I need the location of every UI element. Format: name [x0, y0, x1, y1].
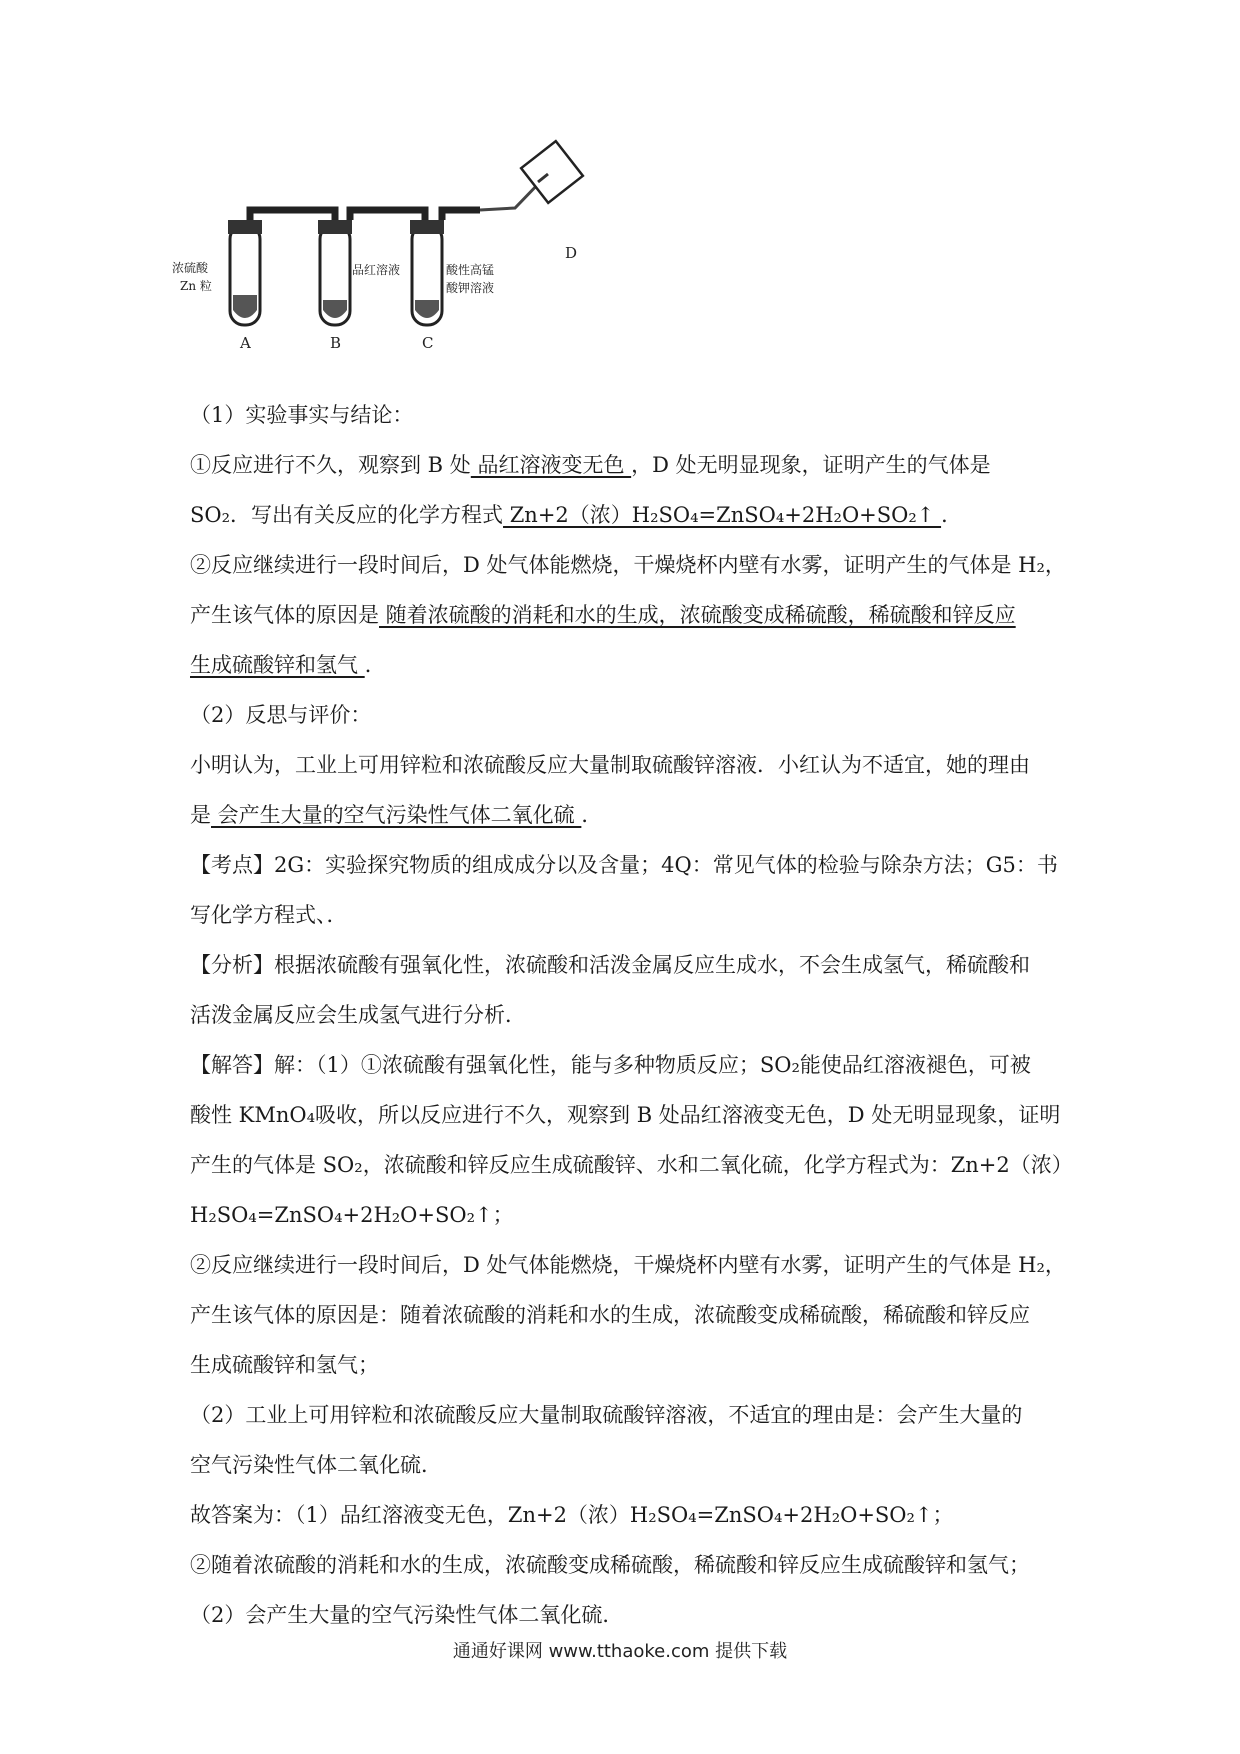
- final-answer-line: 故答案为：（1）品红溶液变无色，Zn+2（浓）H₂SO₄=ZnSO₄+2H₂O+SO₂↑；: [190, 1503, 954, 1527]
- knowledge-points: 【考点】2G：实验探究物质的组成成分以及含量；4Q：常见气体的检验与除杂方法；G5：书: [190, 853, 1058, 877]
- text-segment: 是: [190, 803, 211, 827]
- page-footer: 通通好课网 www.tthaoke.com 提供下载: [452, 1641, 788, 1662]
- section-heading-1: （1）实验事实与结论：: [190, 403, 414, 427]
- answer-line: [190, 450, 1060, 480]
- answer-line: [190, 500, 1060, 530]
- label-kmno4-1: 酸性高锰: [446, 263, 495, 277]
- label-tube-c: C: [422, 334, 434, 352]
- text-line: ②反应继续进行一段时间后，D 处气体能燃烧，干燥烧杯内壁有水雾，证明产生的气体是 H₂，: [190, 553, 1066, 577]
- answer-line: [190, 650, 1060, 680]
- fill-blank-answer: 品红溶液变无色: [470, 453, 632, 477]
- text-line: 小明认为，工业上可用锌粒和浓硫酸反应大量制取硫酸锌溶液．小红认为不适宜，她的理由: [190, 753, 1030, 777]
- label-tube-b: B: [330, 334, 342, 352]
- text-segment: ．: [941, 503, 963, 527]
- text-line: 产生的气体是 SO₂，浓硫酸和锌反应生成硫酸锌、水和二氧化硫，化学方程式为：Zn+2（浓）: [190, 1153, 1073, 1177]
- fill-blank-answer: 会产生大量的空气污染性气体二氧化硫: [211, 803, 582, 827]
- text-line: 活泼金属反应会生成氢气进行分析．: [190, 1003, 526, 1027]
- fill-blank-answer: 随着浓硫酸的消耗和水的生成，浓硫酸变成稀硫酸，稀硫酸和锌反应: [379, 603, 1016, 627]
- analysis-line: 【分析】根据浓硫酸有强氧化性，浓硫酸和活泼金属反应生成水，不会生成氢气，稀硫酸和: [190, 953, 1030, 977]
- text-segment: ．: [581, 803, 603, 827]
- text-line: 空气污染性气体二氧化硫．: [190, 1453, 442, 1477]
- text-line: ②反应继续进行一段时间后，D 处气体能燃烧，干燥烧杯内壁有水雾，证明产生的气体是 H₂，: [190, 1253, 1066, 1277]
- fill-blank-answer: 生成硫酸锌和氢气: [190, 653, 365, 677]
- solution-line: 【解答】解：（1）①浓硫酸有强氧化性，能与多种物质反应；SO₂能使品红溶液褪色，可被: [190, 1053, 1031, 1077]
- label-tube-a: A: [240, 334, 251, 352]
- text-line: ②随着浓硫酸的消耗和水的生成，浓硫酸变成稀硫酸，稀硫酸和锌反应生成硫酸锌和氢气；: [190, 1553, 1030, 1577]
- text-segment: 产生该气体的原因是: [190, 603, 379, 627]
- apparatus-diagram: [172, 150, 620, 380]
- section-heading-2: （2）反思与评价：: [190, 703, 372, 727]
- text-line: 产生该气体的原因是：随着浓硫酸的消耗和水的生成，浓硫酸变成稀硫酸，稀硫酸和锌反应: [190, 1303, 1030, 1327]
- fill-blank-answer: Zn+2（浓）H₂SO₄=ZnSO₄+2H₂O+SO₂↑: [503, 503, 942, 527]
- equation-line: H₂SO₄=ZnSO₄+2H₂O+SO₂↑；: [190, 1203, 514, 1227]
- text-segment: ①反应进行不久，观察到 B 处: [190, 453, 471, 477]
- label-pinkred: 品红溶液: [352, 263, 401, 277]
- text-line: （2）会产生大量的空气污染性气体二氧化硫．: [190, 1603, 624, 1627]
- text-line: 生成硫酸锌和氢气；: [190, 1353, 379, 1377]
- answer-line: [190, 600, 1060, 630]
- answer-line: [190, 800, 1060, 830]
- text-segment: SO₂．写出有关反应的化学方程式: [190, 503, 504, 527]
- label-kmno4-2: 酸钾溶液: [446, 281, 495, 295]
- label-conc-acid: 浓硫酸: [172, 261, 209, 275]
- text-segment: ．: [364, 653, 386, 677]
- label-beaker-d: D: [565, 244, 578, 262]
- label-zn-grains: Zn 粒: [180, 279, 212, 293]
- text-line: （2）工业上可用锌粒和浓硫酸反应大量制取硫酸锌溶液，不适宜的理由是：会产生大量的: [190, 1403, 1023, 1427]
- text-segment: ，D 处无明显现象，证明产生的气体是: [631, 453, 991, 477]
- text-line: 酸性 KMnO₄吸收，所以反应进行不久，观察到 B 处品红溶液变无色，D 处无明显现象，证明: [190, 1103, 1061, 1127]
- text-line: 写化学方程式、．: [190, 903, 348, 927]
